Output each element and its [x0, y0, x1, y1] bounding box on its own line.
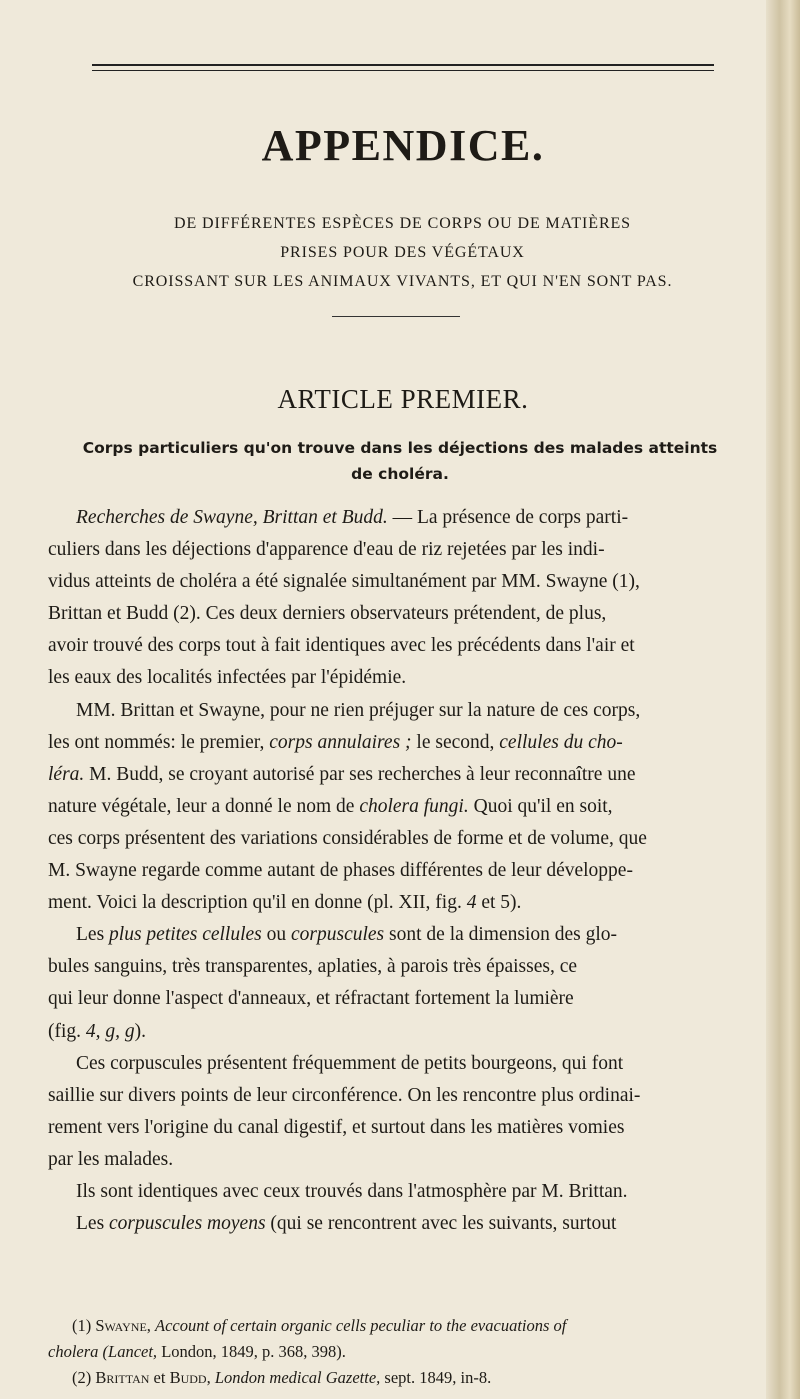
text-line: [48, 887, 738, 919]
text-run: Quoi qu'il en soit,: [473, 795, 613, 817]
text-line: saillie sur divers points de leur circonférence. On les rencontre plus ordinai-: [48, 1084, 641, 1106]
text-run: ment. Voici la description qu'il en donne (pl. XII, fig.: [48, 892, 462, 914]
article-subheading: [60, 435, 740, 487]
footnote-text: London, 1849, p. 368, 398).: [161, 1342, 346, 1361]
text-line: les eaux des localités infectées par l'épidémie.: [48, 667, 407, 689]
subtitle-line: PRISES POUR DES VÉGÉTAUX: [280, 244, 525, 261]
subheading-line: de choléra.: [351, 465, 449, 483]
footnote-text: et: [153, 1368, 166, 1387]
footnote-1-cont: [48, 1339, 738, 1365]
footnote-title: Account of certain organic cells peculiar to the evacuations of: [155, 1316, 567, 1335]
text-line: par les malades.: [48, 1148, 174, 1170]
text-run: et 5).: [481, 892, 522, 914]
footnote-author: Brittan: [95, 1368, 150, 1387]
italic-run: 4, g, g: [85, 1020, 135, 1042]
italic-run: léra.: [48, 763, 85, 785]
page-title: APPENDICE.: [261, 121, 545, 170]
text-line: vidus atteints de choléra a été signalée simultanément par MM. Swayne (1),: [48, 571, 640, 593]
text-line: [48, 759, 738, 791]
body-text: [48, 502, 738, 1240]
text-line: Ces corpuscules présentent fréquemment de petits bourgeons, qui font: [76, 1052, 624, 1074]
text-run: M. Budd, se croyant autorisé par ses recherches à leur reconnaître une: [89, 763, 636, 785]
footnote-journal: London medical Gazette,: [214, 1368, 381, 1387]
text-run: le second,: [416, 731, 495, 753]
text-run: (fig.: [48, 1020, 82, 1042]
footnote-title: cholera: [48, 1342, 99, 1361]
text-run: — La présence de corps parti-: [392, 507, 629, 528]
footnote-author: Budd,: [169, 1368, 211, 1387]
text-line: rement vers l'origine du canal digestif, et surtout dans les matières vomies: [48, 1116, 625, 1138]
subtitle-line: DE DIFFÉRENTES ESPÈCES DE CORPS OU DE MATIÈRES: [173, 215, 631, 232]
text-run: Les: [76, 1213, 105, 1235]
subtitle-line: CROISSANT SUR LES ANIMAUX VIVANTS, ET QUI N'EN SONT PAS.: [132, 273, 673, 290]
footnote-number: (2): [72, 1368, 92, 1387]
text-line: Brittan et Budd (2). Ces deux derniers observateurs prétendent, de plus,: [48, 603, 607, 625]
text-line: ces corps présentent des variations considérables de forme et de volume, que: [48, 827, 647, 849]
text-line: Ils sont identiques avec ceux trouvés dans l'atmosphère par M. Brittan.: [76, 1180, 628, 1202]
top-double-rule: [92, 64, 714, 71]
italic-run: corpuscules: [291, 924, 385, 946]
italic-run: plus petites cellules: [109, 924, 262, 946]
text-line: [48, 1016, 738, 1048]
text-run: ou: [266, 924, 287, 946]
footnote-2: [48, 1365, 738, 1391]
text-run: (qui se rencontrent avec les suivants, surtout: [270, 1213, 617, 1235]
section-divider: [332, 316, 460, 317]
text-line: avoir trouvé des corps tout à fait identiques avec les précédents dans l'air et: [48, 635, 635, 657]
subheading-line: Corps particuliers qu'on trouve dans les déjections des malades atteints: [82, 439, 718, 457]
text-run: sont de la dimension des glo-: [389, 924, 618, 946]
italic-run: 4: [466, 892, 477, 914]
italic-run: corpuscules moyens: [109, 1213, 266, 1235]
text-line: culiers dans les déjections d'apparence d'eau de riz rejetées par les indi-: [48, 539, 605, 561]
footnote-text: sept. 1849, in-8.: [384, 1368, 492, 1387]
text-run: Les: [76, 924, 105, 946]
italic-run: cellules du cho-: [499, 731, 623, 753]
text-run: les ont nommés: le premier,: [48, 731, 265, 753]
footnote-author: Swayne,: [95, 1316, 151, 1335]
italic-run: cholera fungi.: [359, 795, 469, 817]
text-line: MM. Brittan et Swayne, pour ne rien préjuger sur la nature de ces corps,: [76, 699, 641, 721]
footnote-journal: (Lancet,: [102, 1342, 158, 1361]
footnote-number: (1): [72, 1316, 92, 1335]
italic-run: corps annulaires ;: [269, 731, 412, 753]
article-heading: ARTICLE PREMIER.: [277, 384, 529, 414]
text-line: [48, 502, 738, 534]
text-line: qui leur donne l'aspect d'anneaux, et réfractant fortement la lumière: [48, 988, 574, 1010]
italic-run: Recherches de Swayne, Brittan et Budd.: [76, 507, 388, 528]
text-line: [48, 1208, 738, 1240]
text-line: [48, 791, 738, 823]
footnote-1: [48, 1313, 738, 1339]
subtitle: [70, 209, 735, 296]
text-line: [48, 919, 738, 951]
text-run: nature végétale, leur a donné le nom de: [48, 795, 355, 817]
text-line: M. Swayne regarde comme autant de phases différentes de leur développe-: [48, 860, 633, 882]
text-line: bules sanguins, très transparentes, aplaties, à parois très épaisses, ce: [48, 956, 578, 978]
text-run: ).: [134, 1020, 147, 1042]
text-line: [48, 727, 738, 759]
footnotes: [48, 1313, 738, 1391]
page-edge-shadow: [766, 0, 800, 1399]
